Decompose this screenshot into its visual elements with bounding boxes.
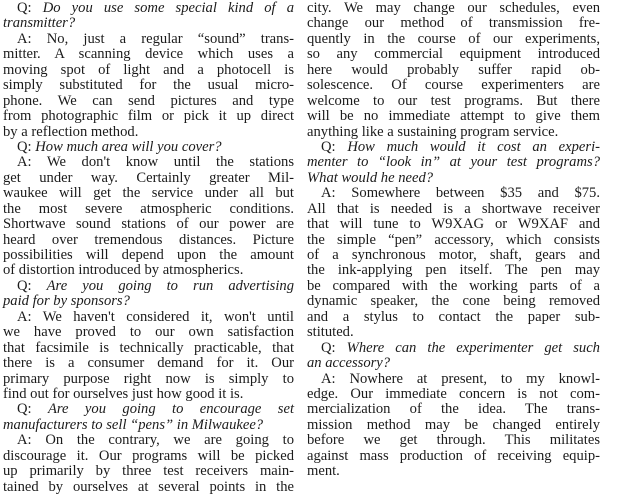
- answer-label: A:: [17, 432, 46, 449]
- line-text: mission method may be changed entirely: [307, 416, 600, 433]
- line-text: stituted.: [307, 324, 354, 341]
- text-line: [3, 464, 294, 479]
- text-line: [3, 94, 294, 109]
- line-text: simply substituted for the usual micro-: [3, 77, 294, 94]
- text-line: [307, 202, 600, 217]
- text-line: [3, 155, 294, 170]
- line-text: of a synchronous motor, shaft, gears and: [307, 247, 600, 263]
- text-line: [3, 263, 294, 278]
- line-text: from photographic film or pick it up direct: [3, 108, 294, 125]
- text-line: [307, 248, 600, 263]
- question-label: Q:: [17, 277, 47, 294]
- text-line: [3, 325, 294, 340]
- text-line: [307, 125, 600, 140]
- text-line: [307, 402, 600, 417]
- text-line: [307, 32, 600, 47]
- question-line: [3, 279, 294, 294]
- question-line: [307, 171, 600, 186]
- line-text: ment.: [307, 463, 340, 480]
- line-text: up primarily by three test receivers main-: [3, 463, 294, 480]
- line-text: Are you going to encourage set: [48, 401, 294, 418]
- line-text: transmitter?: [3, 15, 76, 32]
- line-text: the most severe atmospheric conditions.: [3, 200, 294, 217]
- line-text: waukee will get the service under all but: [3, 185, 294, 202]
- line-text: How much would it cost an experi-: [347, 138, 600, 155]
- line-text: be compared with the working parts of a: [307, 277, 600, 294]
- line-text: so any commercial equipment introduced: [307, 46, 600, 63]
- text-line: [3, 186, 294, 201]
- line-text: Nowhere at present, to my knowl-: [349, 370, 600, 387]
- line-text: by a reflection method.: [3, 123, 139, 140]
- text-line: [3, 480, 294, 495]
- line-text: menter to “look in” at your test programs?: [307, 154, 600, 171]
- line-text: we have proved to our own satisfaction: [3, 324, 294, 341]
- line-text: Shortwave sound stations of our power are: [3, 216, 294, 233]
- text-line: [307, 418, 600, 433]
- text-line: [307, 263, 600, 278]
- line-text: manufacturers to sell “pens” in Milwaukee?: [3, 416, 264, 433]
- answer-label: A:: [321, 370, 350, 387]
- line-text: before we get through. This militates: [307, 432, 600, 449]
- line-text: Are you going to run advertising: [46, 277, 294, 294]
- text-line: [307, 464, 600, 479]
- line-text: moving spot of light and a photocell is: [3, 61, 294, 78]
- text-line: [3, 310, 294, 325]
- text-line: [307, 387, 600, 402]
- line-text: No, just a regular “sound” trans-: [46, 30, 294, 47]
- text-line: [307, 109, 600, 124]
- text-line: [307, 217, 600, 232]
- line-text: solescence. Of course experimenters are: [307, 77, 600, 94]
- question-line: [3, 402, 294, 417]
- text-line: [307, 63, 600, 78]
- line-text: heard over tremendous distances. Picture: [3, 231, 294, 248]
- left-column: [3, 1, 294, 495]
- text-line: [3, 63, 294, 78]
- line-text: discourage it. Our programs will be picked: [3, 447, 294, 464]
- line-text: mercialization of the idea. The trans-: [307, 401, 600, 418]
- text-line: [307, 1, 600, 16]
- line-text: mitter. A scanning device which uses a: [3, 46, 294, 63]
- question-line: [3, 1, 294, 16]
- text-line: [3, 171, 294, 186]
- line-text: How much area will you cover?: [35, 138, 222, 155]
- text-line: [3, 387, 294, 402]
- line-text: Somewhere between $35 and $75.: [351, 185, 601, 202]
- text-line: [307, 186, 600, 201]
- text-line: [3, 248, 294, 263]
- line-text: there is a consumer demand for it. Our: [3, 355, 294, 372]
- line-text: possibilities will depend upon the amount: [3, 247, 294, 263]
- answer-label: A:: [17, 308, 43, 325]
- text-line: [3, 47, 294, 62]
- line-text: Where can the experimenter get such: [346, 339, 600, 356]
- line-text: the ink-applying pen itself. The pen may: [307, 262, 600, 279]
- line-text: primary purpose right now is simply to: [3, 370, 294, 387]
- text-line: [307, 325, 600, 340]
- line-text: edge. Our immediate concern is not com-: [307, 385, 600, 402]
- text-line: [307, 449, 600, 464]
- line-text: against mass production of receiving equip-: [307, 447, 600, 464]
- line-text: phone. We can send pictures and type: [3, 92, 294, 109]
- line-text: an accessory?: [307, 355, 391, 372]
- text-line: [3, 32, 294, 47]
- text-line: [3, 125, 294, 140]
- question-line: [3, 16, 294, 31]
- line-text: will be no immediate attempt to give them: [307, 108, 600, 125]
- line-text: We don't know until the stations: [46, 154, 294, 171]
- line-text: We haven't considered it, won't until: [42, 308, 294, 325]
- question-line: [307, 155, 600, 170]
- text-line: [3, 341, 294, 356]
- text-line: [307, 433, 600, 448]
- answer-label: A:: [17, 154, 47, 171]
- text-line: [3, 356, 294, 371]
- line-text: find out for ourselves just how good it is.: [3, 385, 244, 402]
- question-line: [307, 356, 600, 371]
- text-line: [3, 233, 294, 248]
- text-line: [307, 294, 600, 309]
- question-line: [3, 140, 294, 155]
- question-label: Q:: [17, 0, 43, 16]
- question-line: [307, 341, 600, 356]
- text-line: [307, 78, 600, 93]
- line-text: anything like a sustaining program service.: [307, 123, 559, 140]
- text-line: [307, 94, 600, 109]
- text-line: [3, 217, 294, 232]
- question-line: [307, 140, 600, 155]
- text-line: [307, 233, 600, 248]
- text-line: [307, 47, 600, 62]
- question-label: Q:: [321, 138, 348, 155]
- line-text: here would probably suffer rapid ob-: [307, 61, 600, 78]
- line-text: get under way. Certainly greater Mil-: [3, 169, 294, 186]
- question-label: Q:: [17, 401, 48, 418]
- line-text: All that is needed is a shortwave receiver: [307, 200, 600, 217]
- question-line: [3, 294, 294, 309]
- question-line: [3, 418, 294, 433]
- line-text: that facsimile is technically practicable, that: [3, 339, 294, 356]
- line-text: city. We may change our schedules, even: [307, 0, 600, 16]
- right-column: [307, 1, 600, 480]
- text-line: [307, 372, 600, 387]
- line-text: paid for by sponsors?: [3, 293, 130, 310]
- line-text: On the contrary, we are going to: [45, 432, 294, 449]
- text-line: [307, 310, 600, 325]
- line-text: change our method of transmission fre-: [307, 15, 600, 32]
- line-text: quently in the course of our experiments,: [307, 30, 600, 47]
- text-line: [3, 109, 294, 124]
- line-text: dynamic speaker, the cone being removed: [307, 293, 600, 310]
- answer-label: A:: [321, 185, 352, 202]
- question-label: Q:: [321, 339, 347, 356]
- text-line: [3, 202, 294, 217]
- text-line: [3, 449, 294, 464]
- line-text: tained by ourselves at several points in the: [3, 478, 294, 495]
- line-text: and a stylus to contact the paper sub-: [307, 308, 600, 325]
- line-text: What would he need?: [307, 169, 434, 186]
- text-line: [3, 78, 294, 93]
- answer-label: A:: [17, 30, 47, 47]
- line-text: welcome to our test programs. But there: [307, 92, 600, 109]
- line-text: that will tune to W9XAG or W9XAF and: [307, 216, 600, 233]
- line-text: the simple “pen” accessory, which consists: [307, 231, 600, 248]
- text-line: [307, 279, 600, 294]
- text-line: [3, 433, 294, 448]
- text-line: [307, 16, 600, 31]
- question-label: Q:: [17, 138, 36, 155]
- line-text: of distortion introduced by atmospherics.: [3, 262, 244, 279]
- line-text: Do you use some special kind of a: [42, 0, 294, 16]
- text-line: [3, 372, 294, 387]
